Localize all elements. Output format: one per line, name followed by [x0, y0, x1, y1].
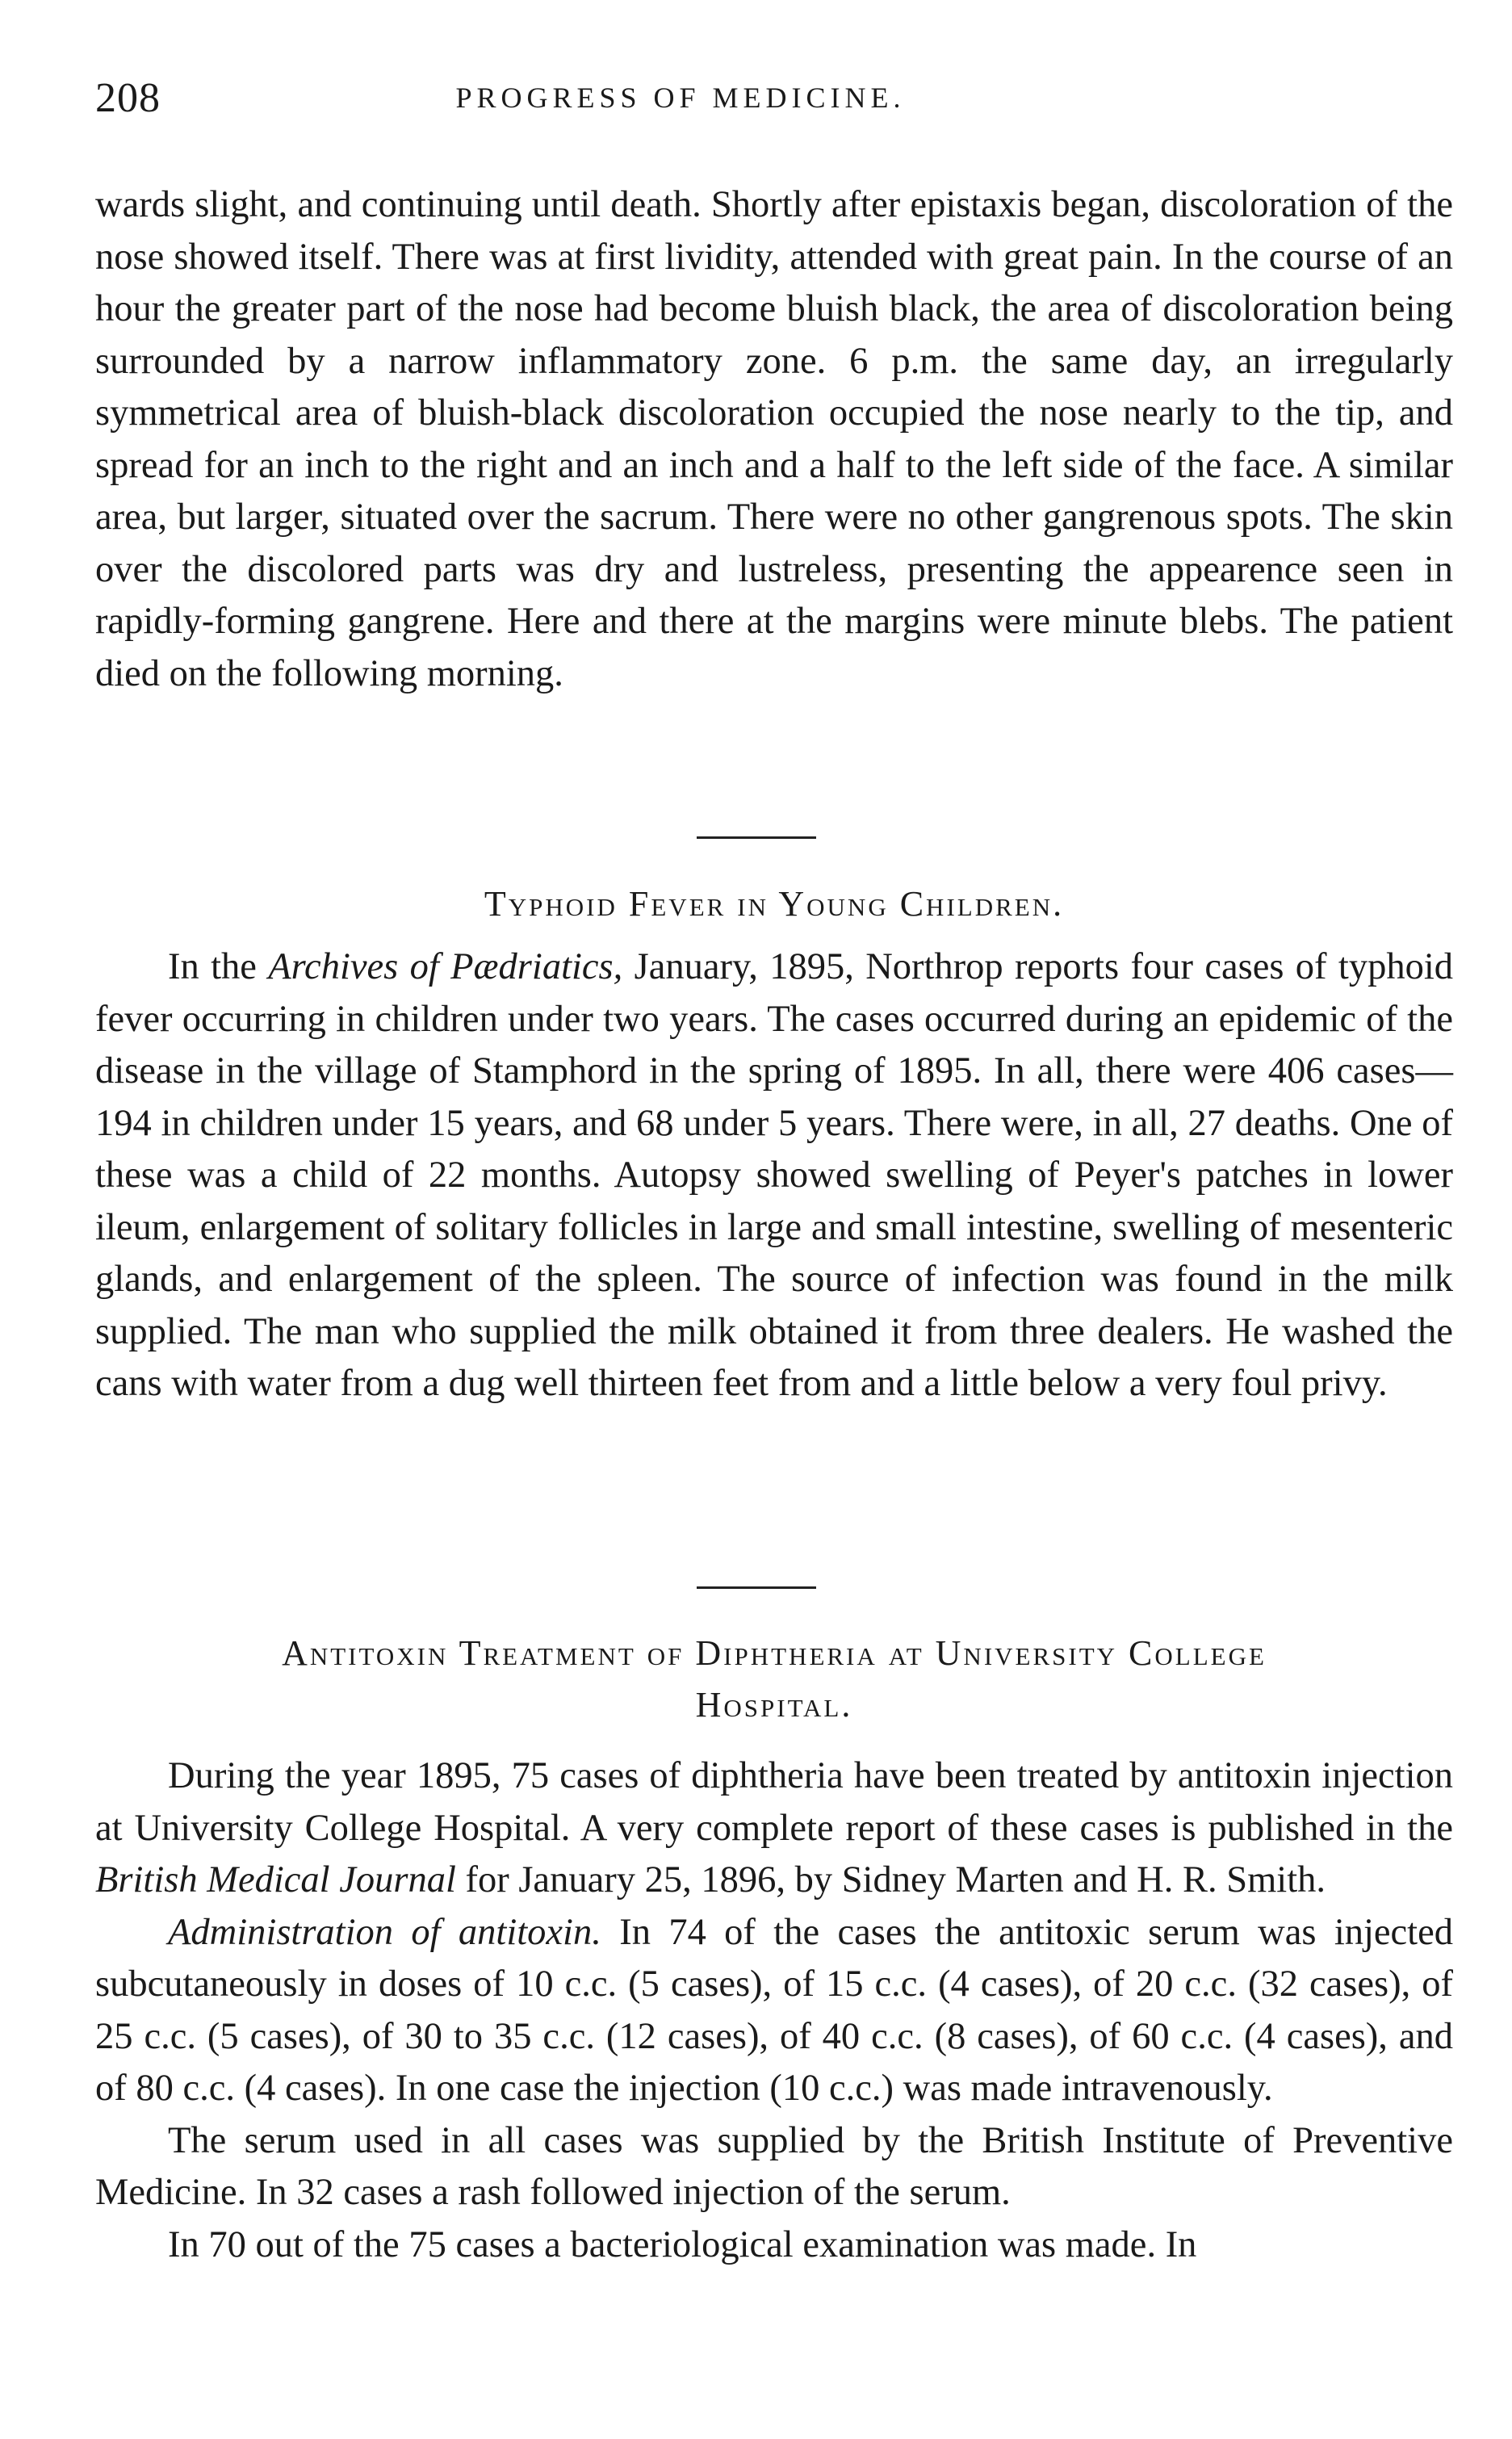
- antitoxin-text-2: In 74 of the cases the antitoxic serum was injected subcutaneously in doses of 10 c.c. (5 cases), of 15 c.c. (4 cases), of 20 c.c. (32 cases), of 25 c.c. (5 cases), of 30 to 35 c.c. (12 cases), of 40 c.c. (8 cases), of 60 c.c. (4 cases), and of 80 c.c. (4 cases). In one case the injection (10 c.c.) was made intravenously.: [95, 1911, 1453, 2109]
- antitoxin-paragraph-4: In 70 out of the 75 cases a bacteriological examination was made. In: [168, 2223, 1197, 2265]
- antitoxin-paragraph-1: [95, 1750, 1453, 1907]
- typhoid-lead: In the: [168, 946, 269, 987]
- typhoid-section-body: [95, 941, 1453, 1410]
- page-number: 208: [95, 75, 161, 121]
- antitoxin-paragraph-2: [95, 1907, 1453, 2115]
- section-title-line-2: Hospital.: [695, 1685, 853, 1724]
- section-title-line-1: Antitoxin Treatment of Diphtheria at University College: [282, 1633, 1267, 1673]
- typhoid-text: January, 1895, Northrop reports four cases of typhoid fever occurring in children under two years. The cases occurred during an epidemic of the disease in the village of Stamphord in the spring of 1895. In all, there were 406 cases—194 in children under 15 years, and 68 under 5 years. There were, in all, 27 deaths. One of these was a child of 22 months. Autopsy showed swelling of Peyer's patches in lower ileum, enlargement of solitary follicles in large and small intestine, swelling of mesenteric glands, and enlargement of the spleen. The source of infection was found in the milk supplied. The man who supplied the milk obtained it from three dealers. He washed the cans with water from a dug well thirteen feet from and a little below a very foul privy.: [95, 946, 1453, 1404]
- section-title-typhoid: Typhoid Fever in Young Children.: [484, 884, 1065, 924]
- continuation-block: [95, 179, 1453, 700]
- section-divider: [697, 836, 816, 839]
- section-title-antitoxin: [95, 1628, 1453, 1731]
- antitoxin-text-1: for January 25, 1896, by Sidney Marten and H. R. Smith.: [455, 1859, 1326, 1900]
- section-divider: [697, 1586, 816, 1589]
- antitoxin-paragraph-3: The serum used in all cases was supplied by the British Institute of Preventive Medicine. In 32 cases a rash followed injection of the serum.: [95, 2119, 1453, 2213]
- typhoid-paragraph: [95, 941, 1453, 1410]
- antitoxin-lead: During the year 1895, 75 cases of diphtheria have been treated by antitoxin injection at University College Hospital. A very complete report of these cases is published in the: [95, 1755, 1453, 1849]
- administration-heading: Administration of antitoxin.: [168, 1911, 601, 1953]
- running-title: PROGRESS OF MEDICINE.: [455, 82, 906, 114]
- page-header: [95, 74, 1451, 139]
- journal-title-bmj: British Medical Journal: [95, 1859, 456, 1900]
- journal-title-archives: Archives of Pædriatics,: [268, 946, 623, 987]
- antitoxin-section-body: [95, 1750, 1453, 2271]
- continuation-paragraph: wards slight, and continuing until death. Shortly after epistaxis began, discoloration of the nose showed itself. There was at first lividity, attended with great pain. In the course of an hour the greater part of the nose had become bluish black, the area of discoloration being surrounded by a narrow inflammatory zone. 6 p.m. the same day, an irregularly symmetrical area of bluish-black discoloration occupied the nose nearly to the tip, and spread for an inch to the right and an inch and a half to the left side of the face. A similar area, but larger, situated over the sacrum. There were no other gangrenous spots. The skin over the discolored parts was dry and lustreless, presenting the appearence seen in rapidly-forming gangrene. Here and there at the margins were minute blebs. The patient died on the following morning.: [95, 184, 1453, 694]
